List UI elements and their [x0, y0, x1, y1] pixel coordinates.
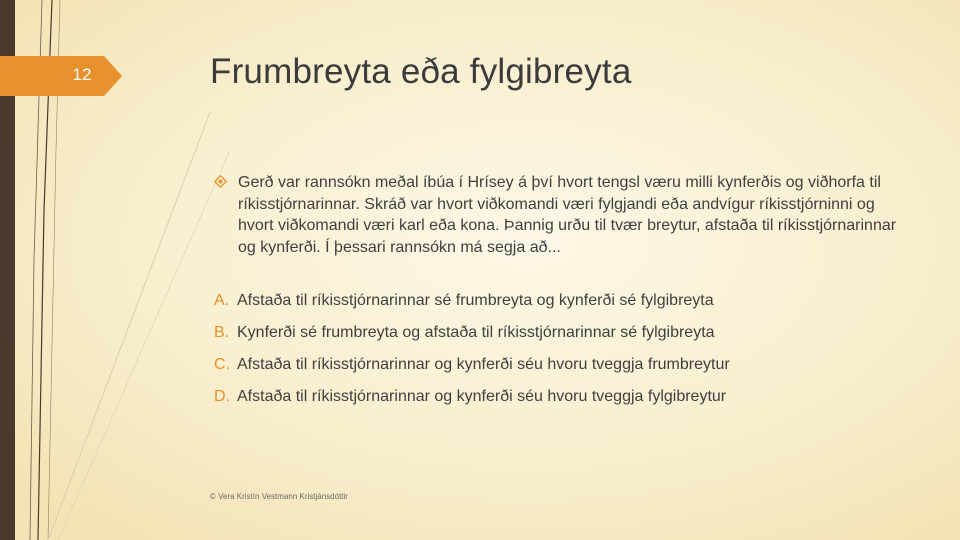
option-letter: C. [214, 356, 230, 373]
slide-body [214, 172, 904, 405]
option-text: Kynferði sé frumbreyta og afstaða til ríkisstjórnarinnar sé fylgibreyta [237, 324, 715, 341]
option-text: Afstaða til ríkisstjórnarinnar og kynferði séu hvoru tveggja fylgibreytur [237, 388, 727, 405]
slide-number: 12 [72, 65, 92, 84]
option-a [214, 290, 914, 312]
diamond-bullet-icon [214, 175, 227, 188]
option-letter: B. [214, 324, 230, 341]
copyright-footer: © Vera Kristín Vestmann Kristjánsdóttir [210, 492, 348, 501]
option-letter: A. [214, 292, 230, 309]
intro-paragraph [214, 172, 904, 259]
slide-number-tab [0, 56, 122, 96]
option-letter: D. [214, 388, 230, 405]
option-d [214, 386, 914, 408]
intro-text: Gerð var rannsókn meðal íbúa í Hrísey á því hvort tengsl væru milli kynferðis og viðhorfa til ríkisstjórnarinnar. Skráð var hvort viðkomandi væri fylgjandi eða andvígur ríkisstjórninni og hvort viðkomandi væri karl eða kona. Þannig urðu til tvær breytur, afstaða til ríkisstjórnarinnar og kynferði. Í þessari rannsókn má segja að... [238, 174, 897, 257]
option-text: Afstaða til ríkisstjórnarinnar og kynferði séu hvoru tveggja frumbreytur [237, 356, 730, 373]
option-text: Afstaða til ríkisstjórnarinnar sé frumbreyta og kynferði sé fylgibreyta [237, 292, 714, 309]
option-c [214, 354, 914, 376]
slide-title: Frumbreyta eða fylgibreyta [210, 52, 632, 91]
option-b [214, 322, 914, 344]
